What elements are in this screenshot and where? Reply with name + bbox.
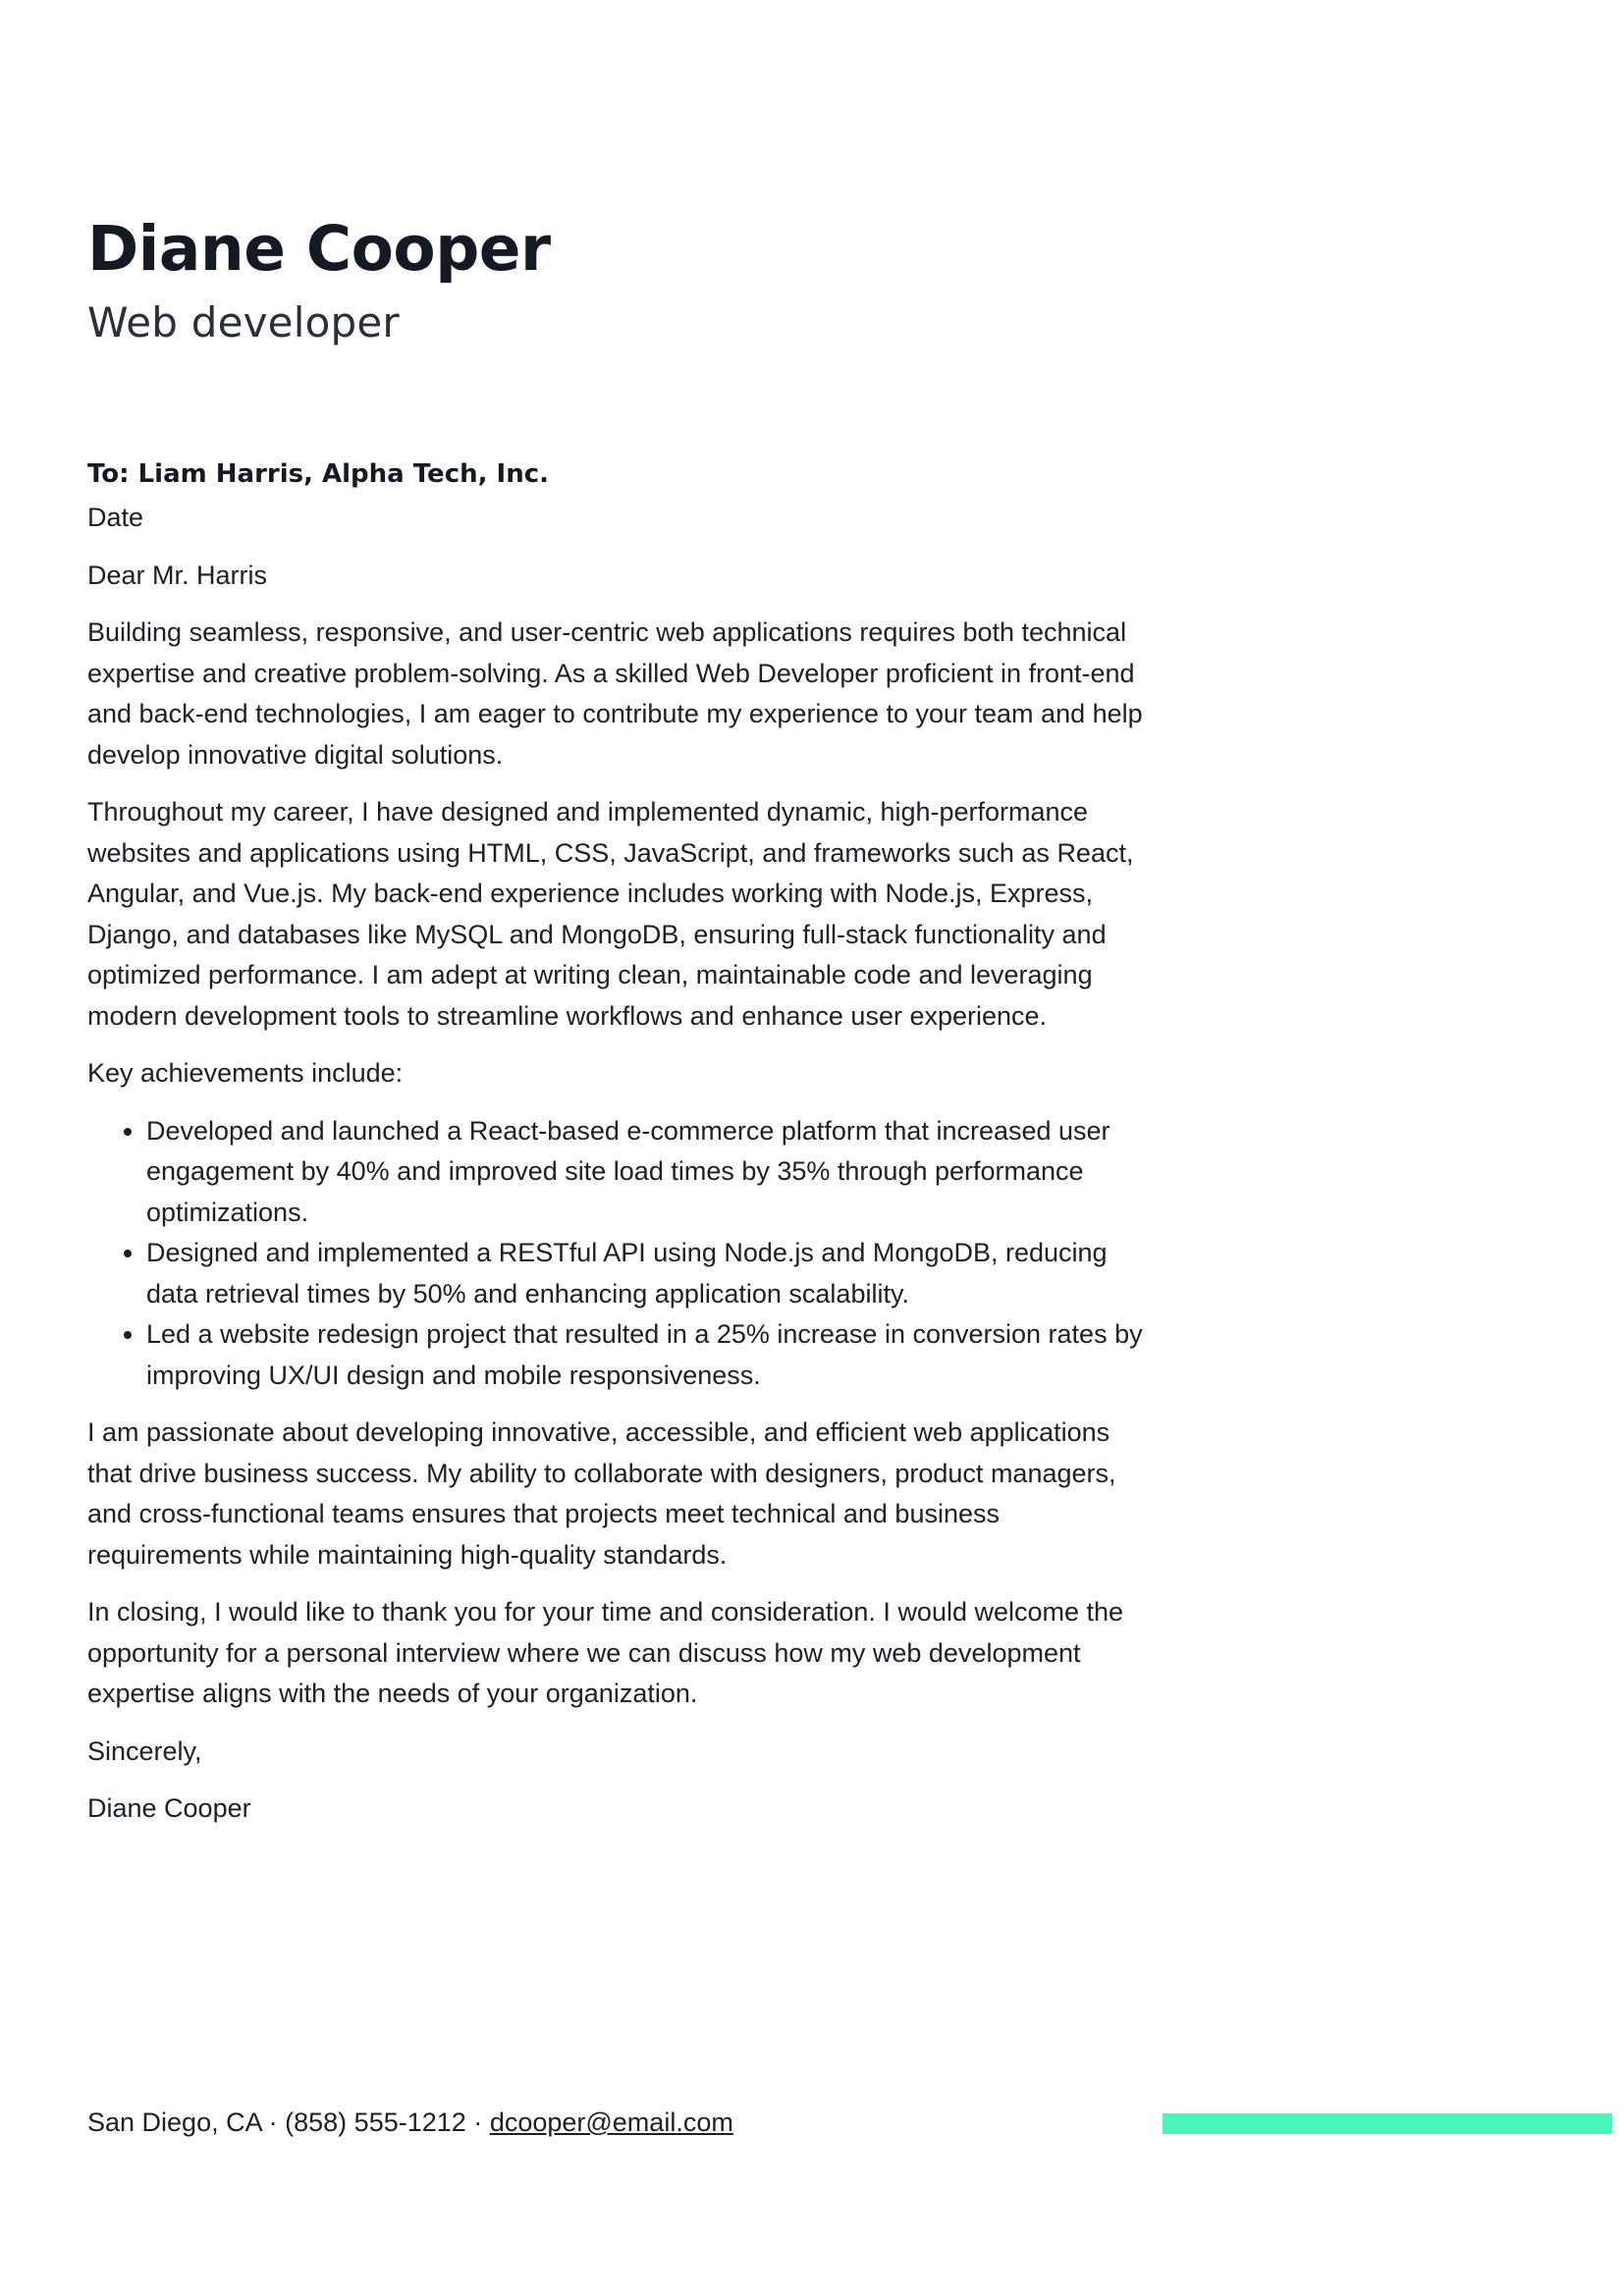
signature: Diane Cooper: [87, 1793, 251, 1823]
achievement-item: • Designed and implemented a RESTful API using Node.js and MongoDB, reducing data retrieval times by 50% and enhancing application scalability.: [146, 1233, 1153, 1314]
applicant-job-title: Web developer: [87, 298, 400, 347]
recipient-line: To: Liam Harris, Alpha Tech, Inc.: [87, 459, 550, 489]
separator-dot: ·: [473, 2108, 483, 2137]
closing-phrase: Sincerely,: [87, 1735, 202, 1766]
achievements-list: [87, 1111, 1153, 1397]
phone-text: (858) 555-1212: [285, 2108, 466, 2137]
achievement-item: • Developed and launched a React-based e-commerce platform that increased user engagement by 40% and improved site load times by 35% through performance optimizations.: [146, 1111, 1153, 1234]
applicant-name: Diane Cooper: [87, 213, 551, 285]
achievements-intro: Key achievements include:: [87, 1058, 404, 1088]
letter-body: [87, 458, 1153, 1846]
email-link[interactable]: dcooper@email.com: [489, 2108, 733, 2137]
contact-footer: [87, 2103, 733, 2142]
accent-bar: [1163, 2113, 1612, 2134]
letter-header: [87, 213, 551, 347]
intro-paragraph: Building seamless, responsive, and user-centric web applications requires both technical expertise and creative problem-solving. As a skilled Web Developer proficient in front-end and back-end technologies, I am eager to contribute my experience to your team and help develop innovative digital solutions.: [87, 617, 1143, 770]
passion-paragraph: I am passionate about developing innovative, accessible, and efficient web applications that drive business success. My ability to collaborate with designers, product managers, and cross-functional teams ensures that projects meet technical and business requirements while maintaining high-quality standards.: [87, 1417, 1116, 1570]
experience-paragraph: Throughout my career, I have designed and implemented dynamic, high-performance websites and applications using HTML, CSS, JavaScript, and frameworks such as React, Angular, and Vue.js. My back-end experience includes working with Node.js, Express, Django, and databases like MySQL and MongoDB, ensuring full-stack functionality and optimized performance. I am adept at writing clean, maintainable code and leveraging modern development tools to streamline workflows and enhance user experience.: [87, 797, 1134, 1031]
date-line: Date: [87, 503, 144, 532]
closing-paragraph: In closing, I would like to thank you for your time and consideration. I would welcome the opportunity for a personal interview where we can discuss how my web development expertise aligns with the needs of your organization.: [87, 1597, 1124, 1708]
salutation: Dear Mr. Harris: [87, 560, 268, 590]
separator-dot: ·: [268, 2108, 278, 2137]
location-text: San Diego, CA: [87, 2108, 262, 2137]
achievement-item: • Led a website redesign project that resulted in a 25% increase in conversion rates by improving UX/UI design and mobile responsiveness.: [146, 1314, 1153, 1396]
